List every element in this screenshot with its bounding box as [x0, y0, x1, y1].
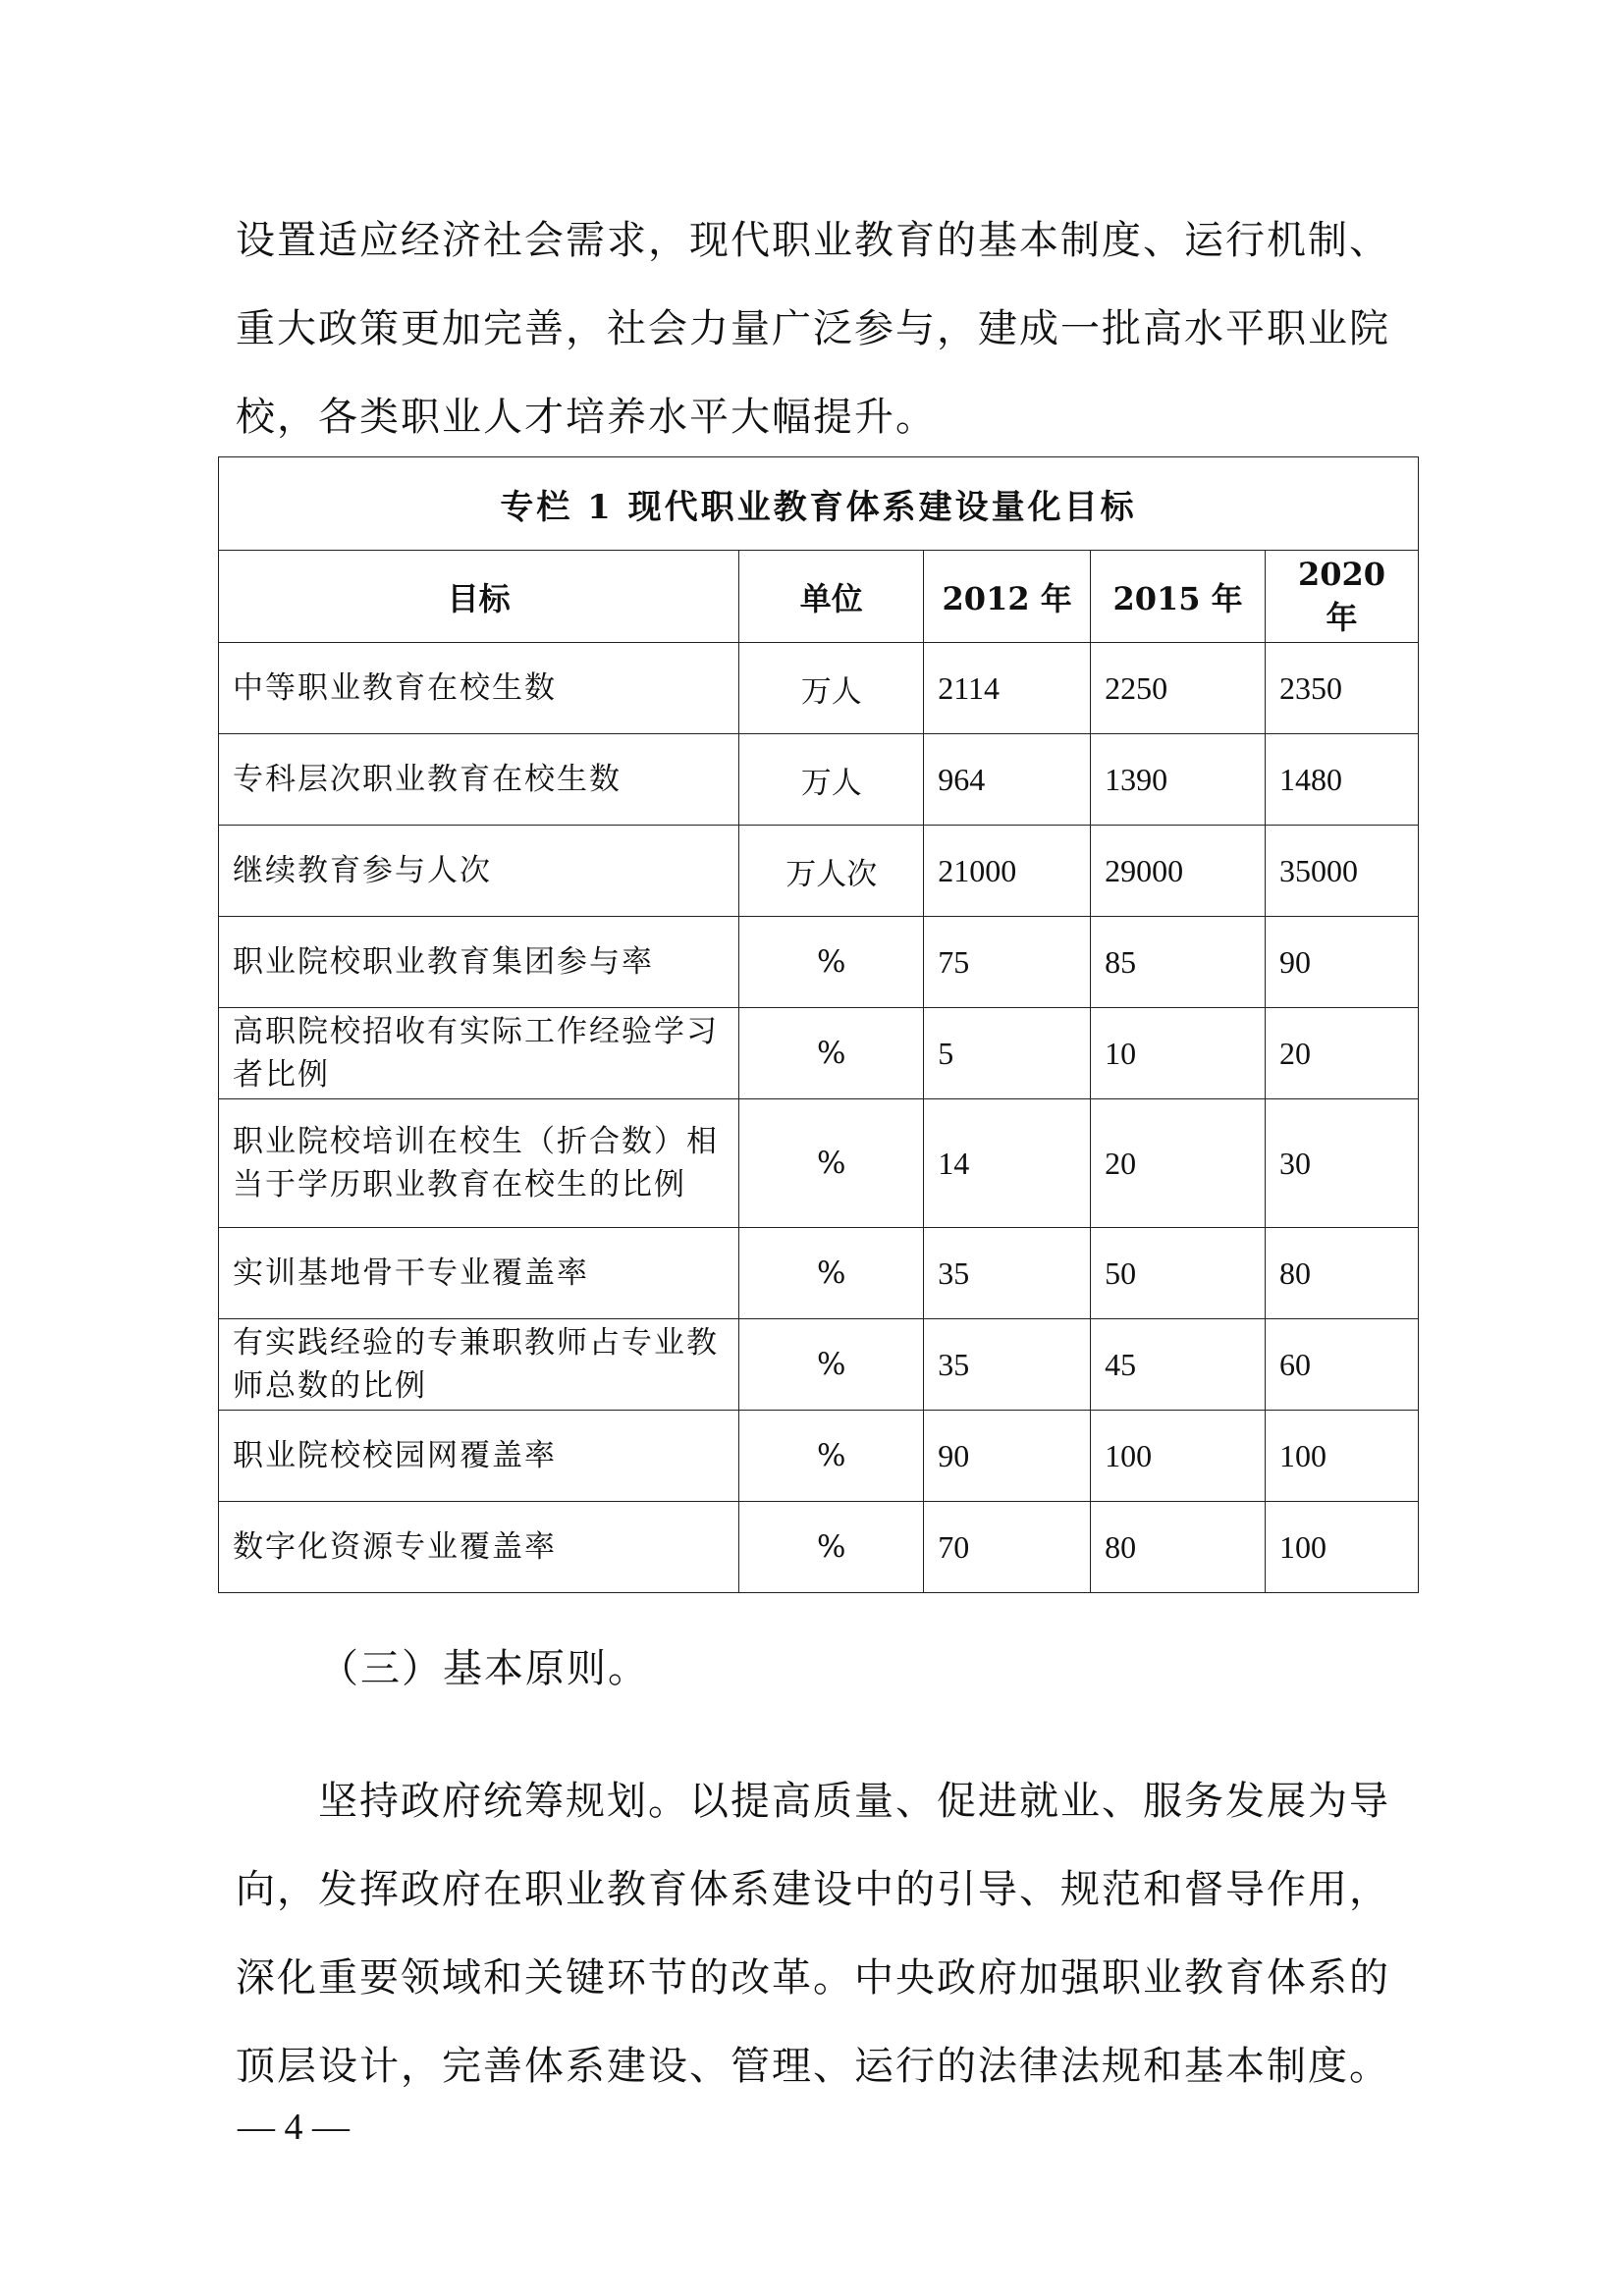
- header-2012: 2012 年: [924, 551, 1091, 643]
- value-2015-cell: 80: [1091, 1502, 1266, 1593]
- table-caption: 专栏 1 现代职业教育体系建设量化目标: [219, 457, 1419, 551]
- value-2015-cell: 1390: [1091, 734, 1266, 826]
- page-number: — 4 —: [238, 2107, 350, 2148]
- value-2012-cell: 35: [924, 1228, 1091, 1319]
- value-2020-cell: 20: [1266, 1008, 1419, 1099]
- value-2012-cell: 21000: [924, 826, 1091, 917]
- value-2012-cell: 75: [924, 917, 1091, 1008]
- header-goal: 目标: [219, 551, 739, 643]
- unit-cell: 万人: [739, 734, 924, 826]
- value-2015-cell: 29000: [1091, 826, 1266, 917]
- principle-line: 坚持政府统筹规划。以提高质量、促进就业、服务发展为导: [318, 1779, 1390, 1824]
- table-row: [219, 1008, 1419, 1099]
- unit-cell: %: [739, 917, 924, 1008]
- value-2015-cell: 20: [1091, 1099, 1266, 1228]
- intro-line: 重大政策更加完善，社会力量广泛参与，建成一批高水平职业院: [236, 306, 1390, 351]
- value-2012-cell: 70: [924, 1502, 1091, 1593]
- table-row: [219, 826, 1419, 917]
- table-row: [219, 1228, 1419, 1319]
- unit-cell: %: [739, 1228, 924, 1319]
- goal-cell: 继续教育参与人次: [219, 826, 739, 917]
- header-2020: 2020 年: [1266, 551, 1419, 643]
- table-row: [219, 1411, 1419, 1502]
- goal-cell: 数字化资源专业覆盖率: [219, 1502, 739, 1593]
- unit-cell: %: [739, 1502, 924, 1593]
- section-heading: （三）基本原则。: [319, 1646, 649, 1691]
- value-2015-cell: 10: [1091, 1008, 1266, 1099]
- value-2020-cell: 90: [1266, 917, 1419, 1008]
- header-2015: 2015 年: [1091, 551, 1266, 643]
- value-2012-cell: 90: [924, 1411, 1091, 1502]
- table-row: [219, 734, 1419, 826]
- unit-cell: 万人次: [739, 826, 924, 917]
- goal-cell: 职业院校职业教育集团参与率: [219, 917, 739, 1008]
- value-2015-cell: 50: [1091, 1228, 1266, 1319]
- intro-line: 设置适应经济社会需求，现代职业教育的基本制度、运行机制、: [236, 218, 1390, 263]
- value-2020-cell: 2350: [1266, 643, 1419, 734]
- value-2020-cell: 60: [1266, 1319, 1419, 1411]
- unit-cell: %: [739, 1008, 924, 1099]
- table-header-row: [219, 551, 1419, 643]
- goal-cell: 职业院校校园网覆盖率: [219, 1411, 739, 1502]
- value-2012-cell: 2114: [924, 643, 1091, 734]
- intro-paragraph: [236, 196, 1414, 461]
- goal-cell: 中等职业教育在校生数: [219, 643, 739, 734]
- principle-line: 顶层设计，完善体系建设、管理、运行的法律法规和基本制度。: [236, 2044, 1390, 2089]
- value-2020-cell: 100: [1266, 1411, 1419, 1502]
- table-row: [219, 1099, 1419, 1228]
- table-row: [219, 1319, 1419, 1411]
- value-2020-cell: 35000: [1266, 826, 1419, 917]
- header-unit: 单位: [739, 551, 924, 643]
- targets-table: [218, 456, 1419, 1593]
- goal-cell: 高职院校招收有实际工作经验学习者比例: [219, 1008, 739, 1099]
- value-2012-cell: 14: [924, 1099, 1091, 1228]
- value-2012-cell: 5: [924, 1008, 1091, 1099]
- value-2012-cell: 964: [924, 734, 1091, 826]
- unit-cell: 万人: [739, 643, 924, 734]
- value-2015-cell: 2250: [1091, 643, 1266, 734]
- value-2020-cell: 100: [1266, 1502, 1419, 1593]
- goal-cell: 职业院校培训在校生（折合数）相当于学历职业教育在校生的比例: [219, 1099, 739, 1228]
- value-2012-cell: 35: [924, 1319, 1091, 1411]
- value-2015-cell: 100: [1091, 1411, 1266, 1502]
- value-2020-cell: 30: [1266, 1099, 1419, 1228]
- unit-cell: %: [739, 1099, 924, 1228]
- principle-line: 向，发挥政府在职业教育体系建设中的引导、规范和督导作用，: [236, 1867, 1390, 1912]
- targets-table-container: [218, 456, 1419, 1593]
- table-row: [219, 643, 1419, 734]
- value-2020-cell: 1480: [1266, 734, 1419, 826]
- unit-cell: %: [739, 1319, 924, 1411]
- value-2015-cell: 45: [1091, 1319, 1266, 1411]
- principle-line: 深化重要领域和关键环节的改革。中央政府加强职业教育体系的: [236, 1955, 1390, 2001]
- unit-cell: %: [739, 1411, 924, 1502]
- goal-cell: 专科层次职业教育在校生数: [219, 734, 739, 826]
- table-row: [219, 1502, 1419, 1593]
- goal-cell: 实训基地骨干专业覆盖率: [219, 1228, 739, 1319]
- intro-line: 校，各类职业人才培养水平大幅提升。: [236, 395, 937, 440]
- value-2015-cell: 85: [1091, 917, 1266, 1008]
- value-2020-cell: 80: [1266, 1228, 1419, 1319]
- goal-cell: 有实践经验的专兼职教师占专业教师总数的比例: [219, 1319, 739, 1411]
- principle-paragraph: [236, 1757, 1414, 2110]
- table-row: [219, 917, 1419, 1008]
